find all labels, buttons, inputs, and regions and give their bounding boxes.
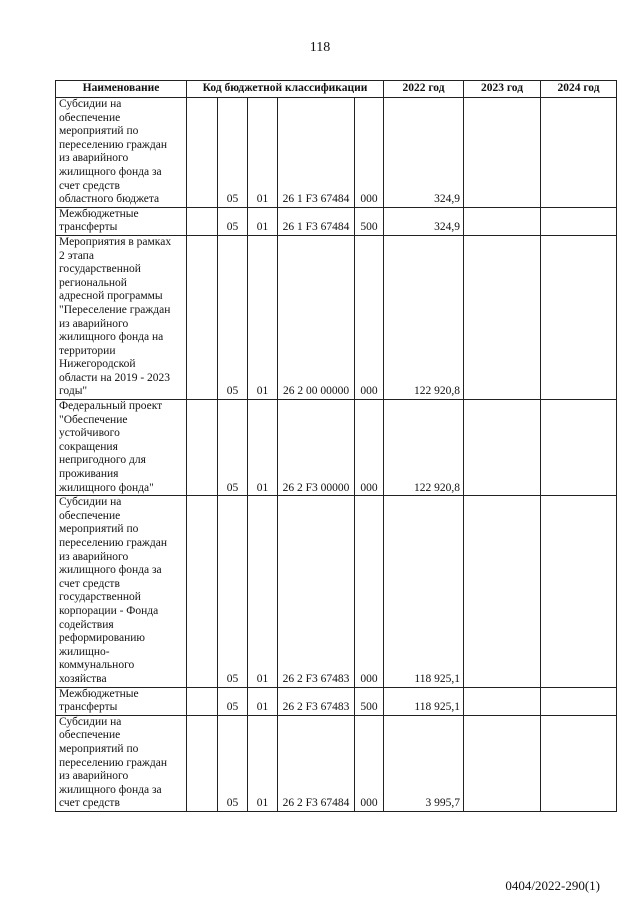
amount-2023 [464,98,541,208]
empty-code-cell [187,207,218,235]
amount-2024 [541,207,617,235]
page-number: 118 [309,40,331,55]
amount-2023 [464,496,541,687]
empty-code-cell [187,400,218,496]
target-code: 26 2 00 00000 [278,235,355,399]
row-name: Мероприятия в рамках 2 этапа государственной региональной адресной программы "Переселение граждан из аварийного жилищного фонда на территории Нижегородской области на 2019 - 2023 годы" [56,235,187,399]
amount-2024 [541,98,617,208]
subsection-code: 01 [248,400,278,496]
expense-code: 000 [355,400,384,496]
row-name: Межбюджетные трансферты [56,207,187,235]
amount-2022: 118 925,1 [384,687,464,715]
subsection-code: 01 [248,496,278,687]
amount-2023 [464,715,541,811]
section-code: 05 [218,98,248,208]
target-code: 26 2 F3 00000 [278,400,355,496]
empty-code-cell [187,715,218,811]
header-2023: 2023 год [464,81,541,98]
section-code: 05 [218,207,248,235]
expense-code: 000 [355,496,384,687]
target-code: 26 2 F3 67483 [278,687,355,715]
document-code: 0404/2022-290(1) [505,878,600,893]
row-name: Межбюджетные трансферты [56,687,187,715]
amount-2022: 324,9 [384,98,464,208]
expense-code: 000 [355,715,384,811]
row-name: Субсидии на обеспечение мероприятий по переселению граждан из аварийного жилищного фонда за счет средств государственной корпорации - Фонда содействия реформированию жилищно- коммунального хозяйства [56,496,187,687]
amount-2023 [464,207,541,235]
expense-code: 500 [355,207,384,235]
header-row [56,81,617,98]
amount-2024 [541,496,617,687]
amount-2022: 122 920,8 [384,235,464,399]
subsection-code: 01 [248,235,278,399]
amount-2022: 122 920,8 [384,400,464,496]
row-name: Субсидии на обеспечение мероприятий по переселению граждан из аварийного жилищного фонда за счет средств [56,715,187,811]
empty-code-cell [187,98,218,208]
table-row [56,496,617,687]
row-name: Федеральный проект "Обеспечение устойчивого сокращения непригодного для проживания жилищного фонда" [56,400,187,496]
expense-code: 500 [355,687,384,715]
section-code: 05 [218,715,248,811]
table-row [56,400,617,496]
subsection-code: 01 [248,687,278,715]
target-code: 26 1 F3 67484 [278,98,355,208]
amount-2024 [541,235,617,399]
amount-2022: 324,9 [384,207,464,235]
amount-2023 [464,687,541,715]
table-row [56,715,617,811]
expense-code: 000 [355,235,384,399]
table-row [56,687,617,715]
section-code: 05 [218,496,248,687]
section-code: 05 [218,687,248,715]
target-code: 26 2 F3 67484 [278,715,355,811]
header-budget-code: Код бюджетной классификации [187,81,384,98]
target-code: 26 2 F3 67483 [278,496,355,687]
header-name: Наименование [56,81,187,98]
row-name: Субсидии на обеспечение мероприятий по переселению граждан из аварийного жилищного фонда за счет средств областного бюджета [56,98,187,208]
header-2022: 2022 год [384,81,464,98]
table-row [56,207,617,235]
amount-2024 [541,400,617,496]
budget-table [55,80,617,812]
subsection-code: 01 [248,715,278,811]
amount-2023 [464,235,541,399]
amount-2023 [464,400,541,496]
target-code: 26 1 F3 67484 [278,207,355,235]
section-code: 05 [218,400,248,496]
amount-2022: 118 925,1 [384,496,464,687]
expense-code: 000 [355,98,384,208]
amount-2022: 3 995,7 [384,715,464,811]
header-2024: 2024 год [541,81,617,98]
table-row [56,98,617,208]
subsection-code: 01 [248,207,278,235]
empty-code-cell [187,496,218,687]
subsection-code: 01 [248,98,278,208]
table-row [56,235,617,399]
amount-2024 [541,687,617,715]
empty-code-cell [187,235,218,399]
empty-code-cell [187,687,218,715]
amount-2024 [541,715,617,811]
section-code: 05 [218,235,248,399]
